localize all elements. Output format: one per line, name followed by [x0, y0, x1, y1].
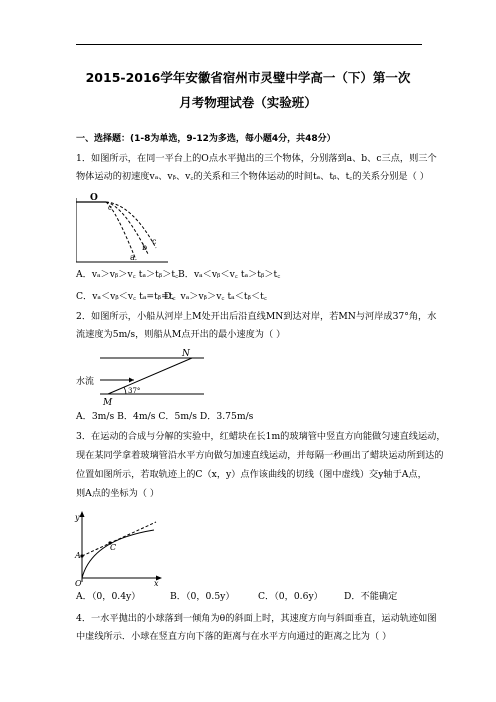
q3-line3: 位置如图所示，若取轨迹上的C（x，y）点作该曲线的切线（图中虚线）交y轴于A点，: [76, 469, 427, 480]
q3-fig-label-x: x: [154, 579, 159, 586]
q3-fig-label-y: y: [75, 513, 80, 522]
q3-fig-label-o: O: [75, 579, 82, 586]
header-rule: [76, 44, 422, 45]
q2-fig-label-angle: 37°: [128, 387, 141, 395]
q1-option-a: A．vₐ＞vᵦ＞v꜀ tₐ＞tᵦ＞t꜀: [76, 269, 179, 280]
q2-fig-angle-arc: [124, 387, 126, 394]
q1-figure: [76, 190, 168, 266]
q3-option-d: D．不能确定: [344, 591, 398, 602]
q2-fig-label-m: M: [103, 398, 113, 408]
q4-line2: 中虚线所示．小球在竖直方向下落的距离与在水平方向通过的距离之比为（ ）: [76, 631, 392, 642]
q3-fig-label-a: A: [75, 551, 81, 560]
q1-fig-label-o-small: c: [108, 204, 112, 212]
page-title-line2: 月考物理试卷（实验班）: [179, 95, 317, 110]
q1-fig-label-c: c: [152, 237, 157, 246]
q4-line1: 4．一水平抛出的小球落到一倾角为θ的斜面上时，其速度方向与斜面垂直，运动轨迹如图: [76, 613, 437, 624]
q2-fig-flow-arrowhead: [129, 378, 134, 383]
section-heading: 一、选择题：(1-8为单选，9-12为多选，每小题4分，共48分）: [76, 134, 336, 144]
q3-fig-point-a: [80, 554, 83, 557]
q3-option-c: C．（0，0.6y）: [258, 591, 323, 602]
q3-fig-y-arrowhead: [80, 511, 85, 517]
q2-line2: 流速度为5m/s，则船从M点开出的最小速度为（ ）: [76, 329, 286, 340]
q1-fig-label-b: b: [142, 243, 148, 252]
q2-fig-label-flow: 水流: [76, 377, 95, 387]
q2-figure: [76, 346, 206, 408]
q1-fig-label-a: a: [130, 253, 135, 262]
q1-fig-path-c: [106, 202, 156, 248]
q3-line1: 3．在运动的合成与分解的实验中，红蜡块在长1m的玻璃管中竖直方向能做匀速直线运动，: [76, 431, 446, 442]
q1-line2: 物体运动的初速度vₐ、vᵦ、v꜀的关系和三个物体运动的时间tₐ、tᵦ、t꜀的关系分别是（ ）: [76, 171, 429, 182]
page-title-line1: 2015-2016学年安徽省宿州市灵璧中学高一（下）第一次: [85, 70, 411, 85]
q3-fig-trajectory: [82, 530, 154, 578]
q3-fig-tangent: [82, 522, 156, 556]
q3-line4: 则A点的坐标为（ ）: [76, 488, 160, 499]
q2-fig-label-n: N: [182, 349, 190, 359]
q3-option-a: A．（0，0.4y）: [76, 591, 141, 602]
q3-figure: [74, 508, 166, 586]
q2-options: A．3m/s B．4m/s C．5m/s D．3.75m/s: [76, 411, 254, 422]
q1-option-b: B．vₐ＜vᵦ＜v꜀ tₐ＞tᵦ＞t꜀: [178, 269, 281, 280]
q1-option-d: D．vₐ＞vᵦ＞v꜀ tₐ＜tᵦ＜t꜀: [164, 291, 268, 302]
q1-fig-label-o: O: [90, 193, 98, 203]
q3-fig-label-c: C: [110, 543, 117, 552]
q3-line2: 现在某同学拿着玻璃管沿水平方向做匀加速直线运动，并每隔一秒画出了蜡块运动所到达的: [76, 450, 444, 461]
q1-line1: 1．如图所示，在同一平台上的O点水平抛出的三个物体，分别落到a、b、c三点，则三个: [76, 153, 437, 164]
q3-option-b: B．（0，0.5y）: [170, 591, 235, 602]
q1-option-c: C．vₐ＜vᵦ＜v꜀ tₐ=tᵦ=t꜀: [76, 291, 176, 302]
q2-fig-path-mn: [108, 358, 192, 394]
q2-line1: 2．如图所示，小船从河岸上M处开出后沿直线MN到达对岸，若MN与河岸成37°角，水: [76, 311, 437, 322]
